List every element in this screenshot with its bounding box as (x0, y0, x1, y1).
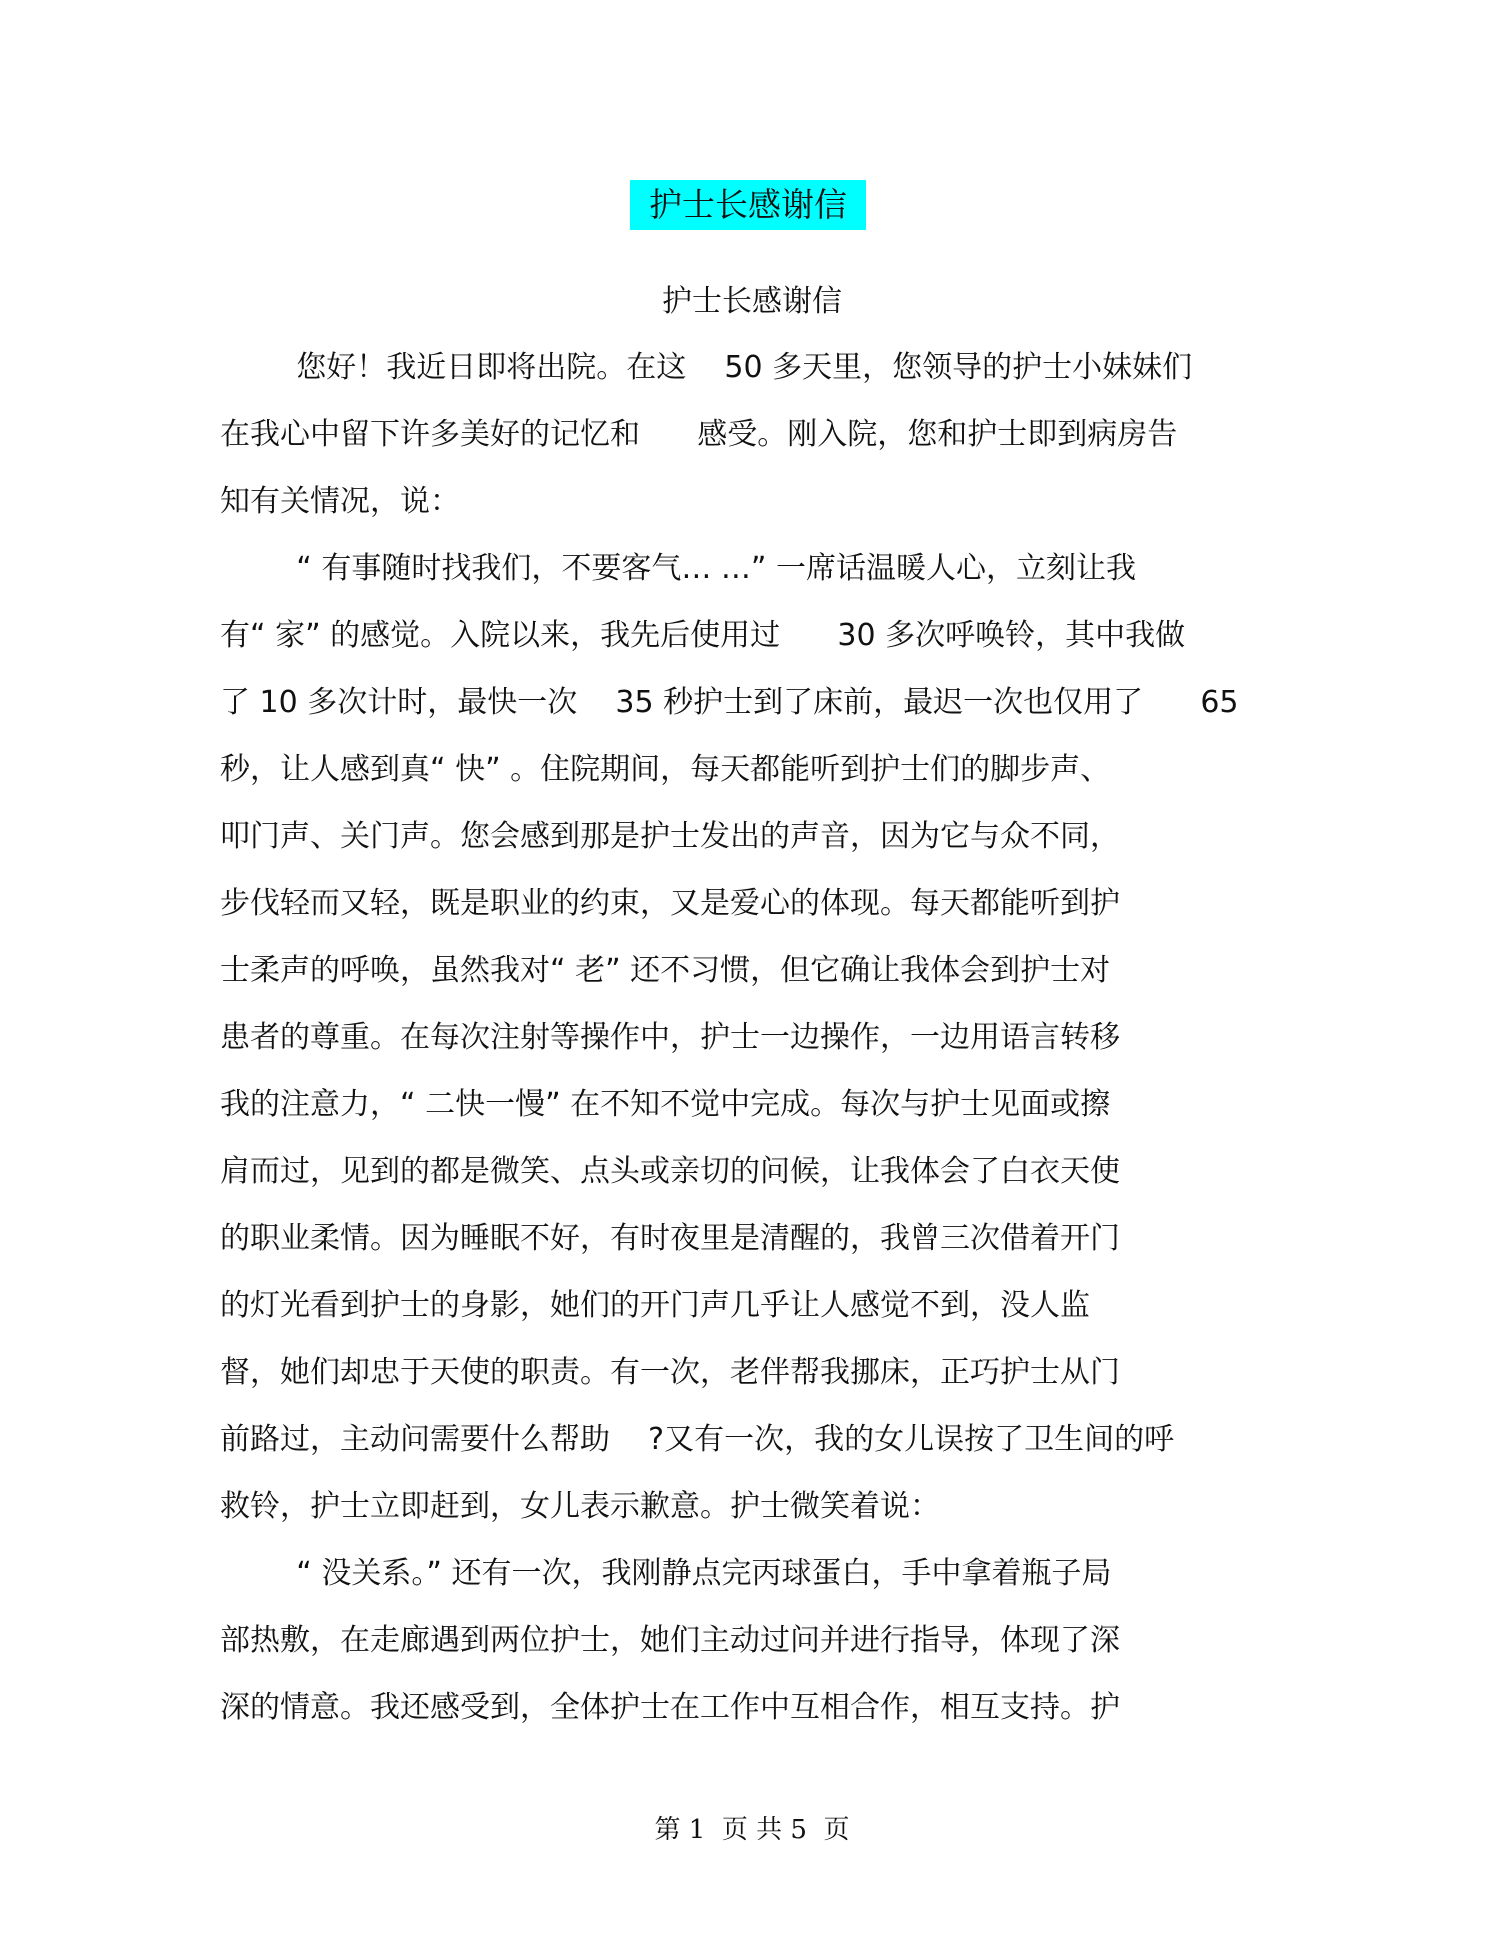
body-line: “ 有事随时找我们，不要客气… …” 一席话温暖人心，立刻让我 (220, 551, 1136, 586)
body-line: 的灯光看到护士的身影，她们的开门声几乎让人感觉不到，没人监 (220, 1288, 1090, 1323)
body-line: 部热敷，在走廊遇到两位护士，她们主动过问并进行指导，体现了深 (220, 1623, 1120, 1658)
body-line: “ 没关系。” 还有一次，我刚静点完丙球蛋白，手中拿着瓶子局 (220, 1556, 1112, 1591)
body-line: 督，她们却忠于天使的职责。有一次，老伴帮我挪床，正巧护士从门 (220, 1355, 1120, 1390)
body-line: 前路过，主动问需要什么帮助 ?又有一次，我的女儿误按了卫生间的呼 (220, 1422, 1175, 1457)
document-title: 护士长感谢信 (630, 180, 866, 230)
body-line: 了 10 多次计时，最快一次 35 秒护士到了床前，最迟一次也仅用了 65 (220, 685, 1239, 720)
page-number-footer: 第 1 页 共 5 页 (654, 1815, 850, 1845)
body-line: 肩而过，见到的都是微笑、点头或亲切的问候，让我体会了白衣天使 (220, 1154, 1120, 1189)
letter-body (220, 348, 1340, 1755)
body-line: 救铃，护士立即赶到，女儿表示歉意。护士微笑着说： (220, 1489, 940, 1524)
body-line: 秒，让人感到真“ 快” 。住院期间，每天都能听到护士们的脚步声、 (220, 752, 1111, 787)
body-line: 叩门声、关门声。您会感到那是护士发出的声音，因为它与众不同， (220, 819, 1120, 854)
body-line: 步伐轻而又轻，既是职业的约束，又是爱心的体现。每天都能听到护 (220, 886, 1120, 921)
body-line: 患者的尊重。在每次注射等操作中，护士一边操作，一边用语言转移 (220, 1020, 1120, 1055)
body-line: 我的注意力，“ 二快一慢” 在不知不觉中完成。每次与护士见面或擦 (220, 1087, 1111, 1122)
document-subtitle: 护士长感谢信 (662, 284, 842, 319)
body-line: 您好！我近日即将出院。在这 50 多天里，您领导的护士小妹妹们 (220, 350, 1193, 385)
body-line: 知有关情况，说： (220, 484, 460, 519)
body-line: 的职业柔情。因为睡眠不好，有时夜里是清醒的，我曾三次借着开门 (220, 1221, 1120, 1256)
body-line: 在我心中留下许多美好的记忆和 感受。刚入院，您和护士即到病房告 (220, 417, 1178, 452)
body-line: 有“ 家” 的感觉。入院以来，我先后使用过 30 多次呼唤铃，其中我做 (220, 618, 1186, 653)
body-line: 士柔声的呼唤，虽然我对“ 老” 还不习惯，但它确让我体会到护士对 (220, 953, 1111, 988)
body-line: 深的情意。我还感受到，全体护士在工作中互相合作，相互支持。护 (220, 1690, 1120, 1725)
